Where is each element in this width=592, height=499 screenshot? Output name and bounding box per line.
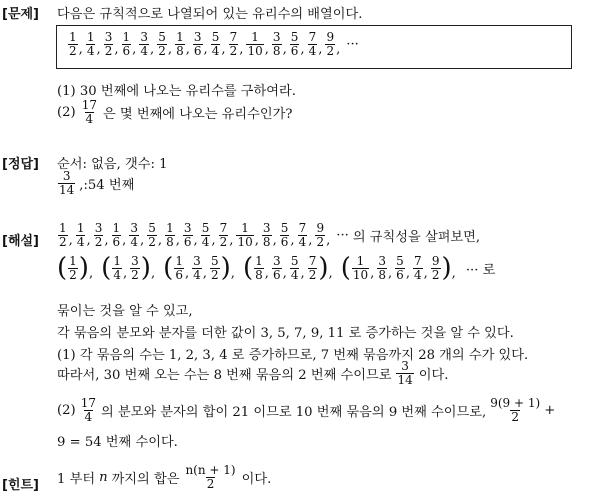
ellipsis: ··· [346,36,359,52]
question-2-fraction: $\frac{17}{4}$ [81,98,97,126]
solution-sequence-fraction: $\frac{5}{4}$ [201,221,210,249]
sequence-fraction: $\frac{3}{6}$ [193,30,202,58]
answer-line-2 [57,170,134,196]
solution-line-7-text: 의 분모와 분자의 합이 21 이므로 10 번째 묶음의 9 번째 수이므로, [100,404,487,420]
ellipsis: ··· [336,227,349,243]
sequence-fraction: $\frac{1}{6}$ [122,30,131,58]
answer-fraction: $\frac{3}{14}$ [59,169,75,197]
problem-intro: 다음은 규칙적으로 나열되어 있는 유리수의 배열이다. [57,7,363,22]
fraction-group: ( $\frac{1}{10}$ , $\frac{3}{8}$ , $\frac{5}{6}$ , $\frac{7}{4}$ , $\frac{9}{2}$ ) , [340,253,456,284]
fraction-group: ( $\frac{1}{8}$ , $\frac{3}{6}$ , $\frac{5}{4}$ , $\frac{7}{2}$ ) , [243,253,333,284]
answer-tag: [정답] [2,157,39,172]
groups-suffix: ··· 로 [465,262,496,278]
hint-tag: [힌트] [2,478,39,493]
solution-tag: [해설] [2,234,39,249]
question-1: (1) 30 번째에 나오는 유리수를 구하여라. [57,84,296,99]
solution-sequence-fraction: $\frac{1}{4}$ [76,221,85,249]
group-fraction: $\frac{3}{4}$ [193,254,201,282]
sequence-fraction: $\frac{7}{4}$ [308,30,317,58]
solution-sequence-fraction: $\frac{5}{2}$ [148,221,156,249]
solution-sequence-fraction: $\frac{3}{2}$ [94,221,103,249]
group-fraction: $\frac{7}{4}$ [414,254,422,282]
group-fraction: $\frac{1}{2}$ [69,254,77,282]
sequence-fraction: $\frac{3}{4}$ [140,30,149,58]
fraction-group: ( $\frac{1}{6}$ , $\frac{3}{4}$ , $\frac{5}{2}$ ) , [163,253,235,284]
group-fraction: $\frac{3}{6}$ [273,254,281,282]
group-fraction: $\frac{5}{4}$ [290,254,299,282]
solution-line-5: (1) 각 묶음의 수는 1, 2, 3, 4 로 증가하므로, 7 번째 묶음까지 28 개의 수가 있다. [57,348,529,363]
solution-line-4: 각 묶음의 분모와 분자를 더한 값이 3, 5, 7, 9, 11 로 증가하는 것을 알 수 있다. [57,326,514,341]
solution-line-7-number: (2) [57,402,76,418]
sequence-fraction: $\frac{1}{8}$ [176,30,184,58]
group-fraction: $\frac{7}{2}$ [308,254,317,282]
hint-line [57,464,271,490]
sequence-fraction: $\frac{5}{6}$ [290,30,299,58]
solution-line-6-text: 따라서, 30 번째 오는 수는 8 번째 묶음의 2 번째 수이므로 [57,367,392,383]
problem-tag: [문제] [2,7,39,22]
sequence-fraction: $\frac{1}{2}$ [69,30,77,58]
solution-line-1 [57,222,480,248]
hint-prefix: 1 부터 [57,471,96,487]
solution-sequence-fraction: $\frac{1}{6}$ [112,221,121,249]
group-fraction: $\frac{9}{2}$ [431,254,440,282]
solution-sequence-fraction: $\frac{3}{6}$ [183,221,192,249]
solution-line-6 [57,360,448,386]
solution-line-7 [57,397,555,423]
question-2-text: 은 몇 번째에 나오는 유리수인가? [102,106,293,122]
solution-sequence-fraction: $\frac{3}{8}$ [262,221,271,249]
solution-sequence-fraction: $\frac{1}{10}$ [237,221,253,249]
hint-variable: n [99,469,108,485]
question-2-number: (2) [57,104,76,120]
solution-sequence-fraction: $\frac{1}{2}$ [59,221,67,249]
hint-end: 이다. [241,471,272,487]
solution-sequence-fraction: $\frac{7}{4}$ [298,221,307,249]
sequence-fraction: $\frac{3}{8}$ [272,30,281,58]
solution-line-1-text: 의 규칙성을 살펴보면, [352,229,481,245]
sequence-row: $\frac{1}{2}$ , $\frac{1}{4}$ , $\frac{3}{2}$ , $\frac{1}{6}$ , $\frac{3}{4}$ , $\frac{5}{2}$ , $\frac{1}{8}$ , $\frac{3}{6}$ , $\frac{5}{4}$ , $\frac{7}{2}$ , $\frac{1}{10}$ , $\frac{3}{8}$ , $\frac{5}{6}$ , $\frac{7}{4}$ , $\frac{9}{2}$ , ··· [69,30,359,58]
solution-line-7-fraction: $\frac{17}{4}$ [80,396,96,424]
sequence-fraction: $\frac{9}{2}$ [326,30,335,58]
group-fraction: $\frac{5}{2}$ [211,254,219,282]
answer-line-1: 순서: 없음, 갯수: 1 [57,157,168,172]
fraction-group: ( $\frac{1}{2}$ ) , [57,253,94,284]
hint-text: 까지의 합은 [111,471,180,487]
sequence-fraction: $\frac{5}{4}$ [211,30,220,58]
group-fraction: $\frac{1}{6}$ [175,254,183,282]
solution-groups [57,253,496,284]
solution-sequence-fraction: $\frac{3}{4}$ [130,221,139,249]
solution-sequence-fraction: $\frac{5}{6}$ [280,221,289,249]
group-fraction: $\frac{1}{4}$ [113,254,121,282]
sequence-fraction: $\frac{5}{2}$ [158,30,166,58]
sequence-box [56,25,572,69]
solution-line-8: 9 = 54 번째 수이다. [57,435,178,450]
sequence-fraction: $\frac{7}{2}$ [229,30,238,58]
group-fraction: $\frac{3}{2}$ [131,254,139,282]
solution-line-7-plus: + [544,402,556,418]
question-2 [57,99,292,125]
solution-line-6-fraction: $\frac{3}{14}$ [397,359,413,387]
group-fraction: $\frac{1}{10}$ [352,254,369,282]
group-fraction: $\frac{1}{8}$ [255,254,263,282]
group-fraction: $\frac{3}{8}$ [378,254,386,282]
solution-line-7-fraction-2: $\frac{9(9 + 1)}{2}$ [490,396,541,424]
sequence-fraction: $\frac{1}{4}$ [86,30,95,58]
solution-line-6-end: 이다. [418,367,449,383]
group-fraction: $\frac{5}{6}$ [396,254,404,282]
solution-sequence-fraction: $\frac{7}{2}$ [219,221,228,249]
fraction-group: ( $\frac{1}{4}$ , $\frac{3}{2}$ ) , [101,253,156,284]
solution-line-3: 묶이는 것을 알 수 있고, [57,304,193,319]
sequence-fraction: $\frac{1}{10}$ [247,30,263,58]
sequence-fraction: $\frac{3}{2}$ [104,30,113,58]
answer-order: ,:54 번째 [79,177,135,193]
solution-sequence-fraction: $\frac{1}{8}$ [166,221,174,249]
solution-sequence-fraction: $\frac{9}{2}$ [316,221,325,249]
hint-fraction: $\frac{n(n + 1)}{2}$ [185,463,236,491]
solution-sequence: $\frac{1}{2}$ , $\frac{1}{4}$ , $\frac{3}{2}$ , $\frac{1}{6}$ , $\frac{3}{4}$ , $\frac{5}{2}$ , $\frac{1}{8}$ , $\frac{3}{6}$ , $\frac{5}{4}$ , $\frac{7}{2}$ , $\frac{1}{10}$ , $\frac{3}{8}$ , $\frac{5}{6}$ , $\frac{7}{4}$ , $\frac{9}{2}$ , ··· [59,221,349,249]
